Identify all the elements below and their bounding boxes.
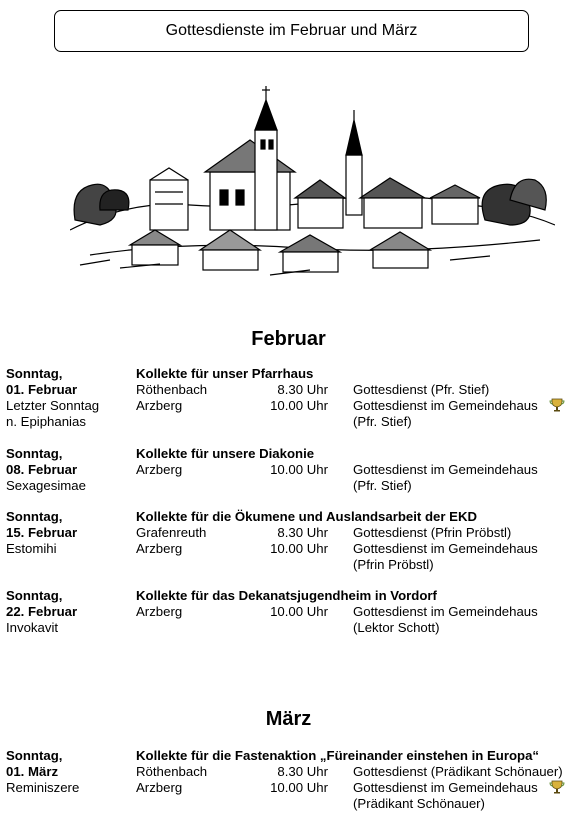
entry-note: Estomihi bbox=[6, 541, 57, 556]
service-place: Arzberg bbox=[136, 541, 183, 556]
month-heading-maerz: März bbox=[265, 708, 312, 730]
service-time: 10.00 Uhr bbox=[270, 780, 328, 795]
entry-day: Sonntag, bbox=[6, 446, 63, 461]
entry-note: Reminiszere bbox=[6, 780, 80, 795]
service-description: Gottesdienst im Gemeindehaus bbox=[353, 541, 538, 556]
service-description: Gottesdienst (Pfrin Pröbstl) bbox=[353, 525, 512, 540]
town-church-illustration bbox=[70, 80, 555, 290]
service-place: Arzberg bbox=[136, 604, 183, 619]
entry-day: Sonntag, bbox=[6, 748, 63, 763]
service-time: 10.00 Uhr bbox=[270, 541, 328, 556]
entry-kollekte: Kollekte für die Ökumene und Auslandsarbeit der EKD bbox=[136, 509, 477, 524]
entry-kollekte: Kollekte für unser Pfarrhaus bbox=[136, 366, 314, 381]
trophy-cup-icon bbox=[549, 780, 565, 794]
service-description: Gottesdienst im Gemeindehaus bbox=[353, 398, 538, 413]
entry-kollekte: Kollekte für die Fastenaktion „Füreinander einstehen in Europa“ bbox=[136, 748, 540, 763]
entry-day: Sonntag, bbox=[6, 509, 63, 524]
entry-note: Sexagesimae bbox=[6, 478, 86, 493]
service-time: 10.00 Uhr bbox=[270, 462, 328, 477]
entry-kollekte: Kollekte für unsere Diakonie bbox=[136, 446, 315, 461]
service-place: Arzberg bbox=[136, 398, 183, 413]
service-description: Gottesdienst im Gemeindehaus bbox=[353, 780, 538, 795]
month-heading-februar: Februar bbox=[251, 328, 326, 350]
service-place: Grafenreuth bbox=[136, 525, 207, 540]
service-place: Röthenbach bbox=[136, 764, 208, 779]
entry-date: 01. März bbox=[6, 764, 59, 779]
service-description: Gottesdienst (Pfr. Stief) bbox=[353, 382, 490, 397]
service-leader: (Lektor Schott) bbox=[353, 620, 440, 635]
service-place: Röthenbach bbox=[136, 382, 208, 397]
entry-day: Sonntag, bbox=[6, 366, 63, 381]
entry-kollekte: Kollekte für das Dekanatsjugendheim in Vordorf bbox=[136, 588, 437, 603]
entry-date: 01. Februar bbox=[6, 382, 78, 397]
service-time: 10.00 Uhr bbox=[270, 604, 328, 619]
entry-date: 08. Februar bbox=[6, 462, 78, 477]
service-description: Gottesdienst im Gemeindehaus bbox=[353, 462, 538, 477]
entry-note: Invokavit bbox=[6, 620, 59, 635]
entry-date: 15. Februar bbox=[6, 525, 78, 540]
entry-note: Letzter Sonntag bbox=[6, 398, 100, 413]
service-time: 10.00 Uhr bbox=[270, 398, 328, 413]
service-place: Arzberg bbox=[136, 462, 183, 477]
page-title: Gottesdienste im Februar und März bbox=[54, 10, 529, 52]
service-description: Gottesdienst (Prädikant Schönauer) bbox=[353, 764, 563, 779]
service-leader: (Pfr. Stief) bbox=[353, 414, 412, 429]
service-time: 8.30 Uhr bbox=[277, 525, 328, 540]
service-leader: (Prädikant Schönauer) bbox=[353, 796, 485, 811]
service-place: Arzberg bbox=[136, 780, 183, 795]
service-leader: (Pfr. Stief) bbox=[353, 478, 412, 493]
entry-day: Sonntag, bbox=[6, 588, 63, 603]
trophy-cup-icon bbox=[549, 398, 565, 412]
service-leader: (Pfrin Pröbstl) bbox=[353, 557, 434, 572]
service-time: 8.30 Uhr bbox=[277, 764, 328, 779]
entry-date: 22. Februar bbox=[6, 604, 78, 619]
entry-note: n. Epiphanias bbox=[6, 414, 86, 429]
service-description: Gottesdienst im Gemeindehaus bbox=[353, 604, 538, 619]
service-time: 8.30 Uhr bbox=[277, 382, 328, 397]
